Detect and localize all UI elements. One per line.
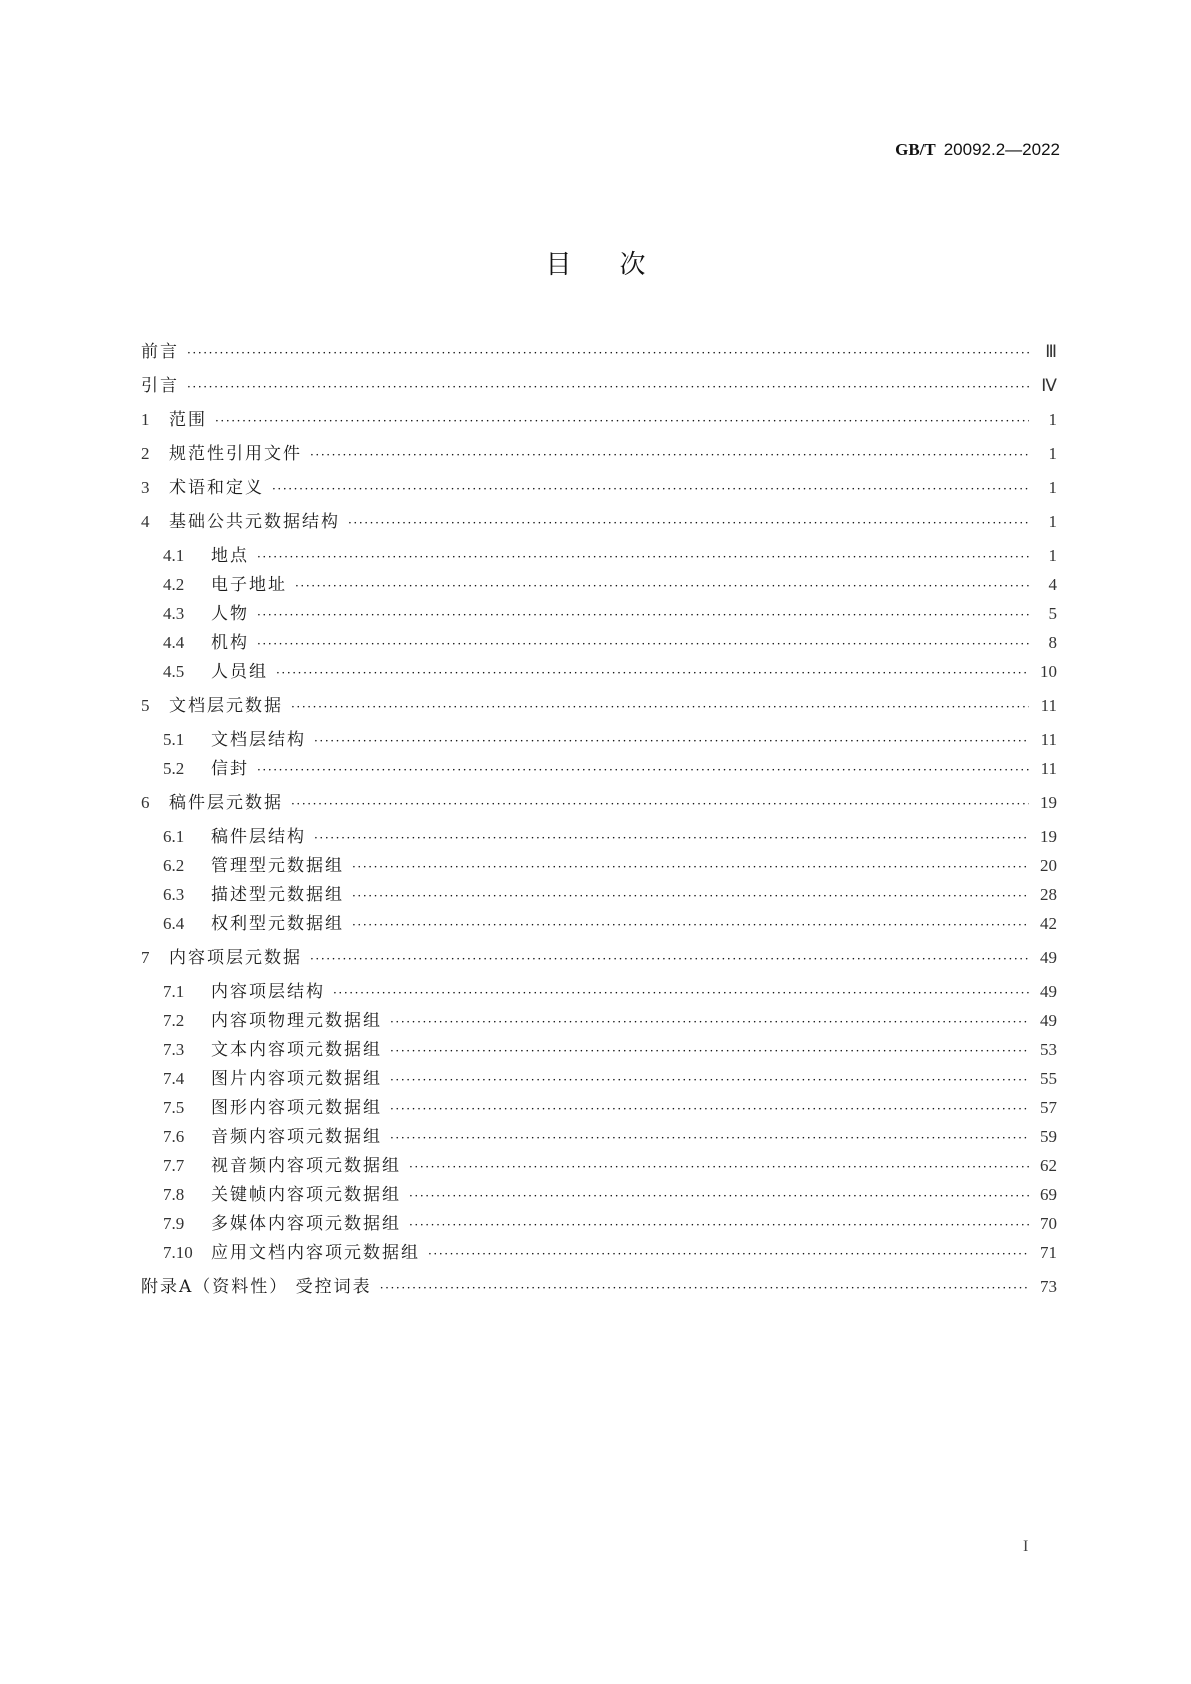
toc-entry[interactable]	[141, 1067, 1057, 1091]
toc-entry[interactable]	[141, 1038, 1057, 1062]
toc-entry[interactable]	[141, 980, 1057, 1004]
dot-leader	[390, 1010, 1029, 1034]
toc-entry-label: 机构	[211, 633, 249, 653]
toc-entry-number: 4	[141, 512, 150, 531]
toc-entry-page: 49	[1040, 982, 1057, 1001]
toc-entry-label: 多媒体内容项元数据组	[211, 1214, 401, 1234]
toc-entry[interactable]	[141, 1154, 1057, 1178]
standard-prefix: GB/T	[895, 140, 936, 159]
toc-entry-number: 7.10	[163, 1243, 193, 1262]
toc-entry[interactable]	[141, 1212, 1057, 1236]
toc-entry-number: 7.1	[163, 982, 185, 1001]
toc-entry[interactable]	[141, 602, 1057, 626]
dot-leader	[380, 1276, 1029, 1300]
dot-leader	[276, 661, 1029, 685]
toc-entry-page: 42	[1040, 914, 1057, 933]
toc-entry-page: 69	[1040, 1185, 1057, 1204]
toc-entry-label: 图形内容项元数据组	[211, 1098, 382, 1118]
toc-entry-label: 文本内容项元数据组	[211, 1040, 382, 1060]
toc-entry[interactable]	[141, 442, 1057, 466]
toc-entry[interactable]	[141, 757, 1057, 781]
toc-entry-page: 71	[1040, 1243, 1057, 1262]
toc-entry[interactable]	[141, 1183, 1057, 1207]
dot-leader	[310, 947, 1029, 971]
toc-entry-page: 11	[1040, 696, 1057, 715]
toc-entry-page: 49	[1040, 1011, 1057, 1030]
footer-page-number: I	[1023, 1538, 1029, 1555]
page-title: 目次	[545, 250, 694, 280]
toc-entry-label: 前言	[141, 342, 179, 362]
toc-entry-number: 5.2	[163, 759, 185, 778]
toc-entry-number: 1	[141, 410, 150, 429]
toc-entry-page: 73	[1040, 1277, 1057, 1296]
toc-entry-page: Ⅲ	[1045, 342, 1057, 361]
toc-entry-number: 7.5	[163, 1098, 185, 1117]
toc-entry[interactable]	[141, 694, 1057, 718]
toc-entry[interactable]	[141, 631, 1057, 655]
toc-entry-label: 视音频内容项元数据组	[211, 1156, 401, 1176]
toc-entry-label: 稿件层结构	[211, 827, 306, 847]
toc-entry[interactable]	[141, 854, 1057, 878]
toc-entry[interactable]	[141, 825, 1057, 849]
toc-entry-page: 20	[1040, 856, 1057, 875]
toc-entry-label: 关键帧内容项元数据组	[211, 1185, 401, 1205]
dot-leader	[295, 574, 1029, 598]
toc-entry-number: 4.2	[163, 575, 185, 594]
toc-entry-label: 文档层元数据	[169, 696, 283, 716]
toc-entry-page: 1	[1048, 546, 1057, 565]
dot-leader	[257, 758, 1029, 782]
toc-entry-label: 术语和定义	[169, 478, 264, 498]
toc-entry-page: 10	[1040, 662, 1057, 681]
dot-leader	[257, 545, 1029, 569]
toc-entry[interactable]	[141, 544, 1057, 568]
dot-leader	[187, 341, 1029, 365]
dot-leader	[390, 1039, 1029, 1063]
toc-entry-number: 3	[141, 478, 150, 497]
toc-entry-number: 4.1	[163, 546, 185, 565]
toc-entry-number: 7.2	[163, 1011, 185, 1030]
toc-entry[interactable]	[141, 660, 1057, 684]
toc-entry-page: 19	[1040, 827, 1057, 846]
dot-leader	[390, 1097, 1029, 1121]
toc-entry-page: 70	[1040, 1214, 1057, 1233]
dot-leader	[333, 981, 1029, 1005]
toc-entry-page: 55	[1040, 1069, 1057, 1088]
toc-entry-number: 6.4	[163, 914, 185, 933]
toc-entry[interactable]	[141, 728, 1057, 752]
dot-leader	[257, 632, 1029, 656]
toc-entry-label: 地点	[211, 546, 249, 566]
toc-entry-number: 4.5	[163, 662, 185, 681]
toc-entry[interactable]	[141, 883, 1057, 907]
dot-leader	[272, 477, 1029, 501]
toc-entry[interactable]	[141, 1275, 1057, 1299]
toc-entry-number: 5	[141, 696, 150, 715]
toc-entry-label: 范围	[169, 410, 207, 430]
toc-entry-number: 5.1	[163, 730, 185, 749]
toc-entry-label: 规范性引用文件	[169, 444, 302, 464]
dot-leader	[348, 511, 1029, 535]
toc-entry[interactable]	[141, 912, 1057, 936]
toc-entry[interactable]	[141, 1096, 1057, 1120]
toc-entry-label: 基础公共元数据结构	[169, 512, 340, 532]
toc-entry-label: 引言	[141, 376, 179, 396]
dot-leader	[291, 792, 1029, 816]
dot-leader	[257, 603, 1029, 627]
toc-entry-label: 管理型元数据组	[211, 856, 344, 876]
toc-entry[interactable]	[141, 476, 1057, 500]
toc-entry-number: 6	[141, 793, 150, 812]
toc-entry-page: 57	[1040, 1098, 1057, 1117]
toc-entry-page: 1	[1048, 410, 1057, 429]
toc-entry-label: 附录A（资料性） 受控词表	[141, 1277, 372, 1297]
toc-entry-number: 7.8	[163, 1185, 185, 1204]
toc-entry-number: 7.9	[163, 1214, 185, 1233]
standard-code	[895, 140, 1060, 160]
toc-entry-page: 1	[1048, 444, 1057, 463]
dot-leader	[187, 375, 1029, 399]
dot-leader	[352, 855, 1029, 879]
toc-entry-page: 11	[1040, 730, 1057, 749]
dot-leader	[352, 884, 1029, 908]
toc-entry-page: 28	[1040, 885, 1057, 904]
toc-entry-label: 内容项层结构	[211, 982, 325, 1002]
toc-entry[interactable]	[141, 1241, 1057, 1265]
dot-leader	[314, 826, 1029, 850]
dot-leader	[428, 1242, 1029, 1266]
toc-entry-label: 内容项层元数据	[169, 948, 302, 968]
toc-entry[interactable]	[141, 374, 1057, 398]
dot-leader	[314, 729, 1029, 753]
toc-entry-page: 59	[1040, 1127, 1057, 1146]
toc-entry-number: 6.2	[163, 856, 185, 875]
dot-leader	[390, 1126, 1029, 1150]
toc-entry-page: 5	[1048, 604, 1057, 623]
dot-leader	[409, 1213, 1029, 1237]
dot-leader	[310, 443, 1029, 467]
toc-entry-page: 19	[1040, 793, 1057, 812]
toc-entry-number: 6.1	[163, 827, 185, 846]
toc-entry-number: 7.4	[163, 1069, 185, 1088]
toc-entry-label: 人员组	[211, 662, 268, 682]
toc-entry-number: 7.6	[163, 1127, 185, 1146]
toc-entry-number: 4.4	[163, 633, 185, 652]
toc-entry-page: 53	[1040, 1040, 1057, 1059]
toc-entry-page: 1	[1048, 478, 1057, 497]
toc-entry-number: 6.3	[163, 885, 185, 904]
toc-entry-label: 音频内容项元数据组	[211, 1127, 382, 1147]
dot-leader	[352, 913, 1029, 937]
toc-entry-page: 4	[1048, 575, 1057, 594]
dot-leader	[409, 1155, 1029, 1179]
toc-entry-page: 11	[1040, 759, 1057, 778]
toc-entry[interactable]	[141, 946, 1057, 970]
standard-number: 20092.2—2022	[943, 140, 1060, 159]
toc-entry-number: 7	[141, 948, 150, 967]
toc-entry-page: Ⅳ	[1041, 376, 1057, 395]
toc-entry-label: 信封	[211, 759, 249, 779]
toc-entry-label: 人物	[211, 604, 249, 624]
toc-entry-page: 1	[1048, 512, 1057, 531]
toc-entry-label: 应用文档内容项元数据组	[211, 1243, 420, 1263]
toc-entry[interactable]	[141, 340, 1057, 364]
toc-entry[interactable]	[141, 791, 1057, 815]
dot-leader	[390, 1068, 1029, 1092]
toc-entry-label: 电子地址	[211, 575, 287, 595]
toc-entry[interactable]	[141, 408, 1057, 432]
toc-entry-label: 描述型元数据组	[211, 885, 344, 905]
toc-entry[interactable]	[141, 573, 1057, 597]
toc-entry-label: 稿件层元数据	[169, 793, 283, 813]
toc-entry[interactable]	[141, 510, 1057, 534]
toc-entry-page: 8	[1048, 633, 1057, 652]
toc-entry-label: 文档层结构	[211, 730, 306, 750]
toc-entry[interactable]	[141, 1009, 1057, 1033]
dot-leader	[291, 695, 1029, 719]
toc-entry-label: 内容项物理元数据组	[211, 1011, 382, 1031]
toc-entry-number: 7.7	[163, 1156, 185, 1175]
toc-entry-number: 7.3	[163, 1040, 185, 1059]
toc-entry-page: 62	[1040, 1156, 1057, 1175]
toc-entry-number: 2	[141, 444, 150, 463]
dot-leader	[409, 1184, 1029, 1208]
toc-entry-label: 权利型元数据组	[211, 914, 344, 934]
toc-entry-number: 4.3	[163, 604, 185, 623]
toc-entry-page: 49	[1040, 948, 1057, 967]
toc-entry-label: 图片内容项元数据组	[211, 1069, 382, 1089]
toc-entry[interactable]	[141, 1125, 1057, 1149]
dot-leader	[215, 409, 1029, 433]
